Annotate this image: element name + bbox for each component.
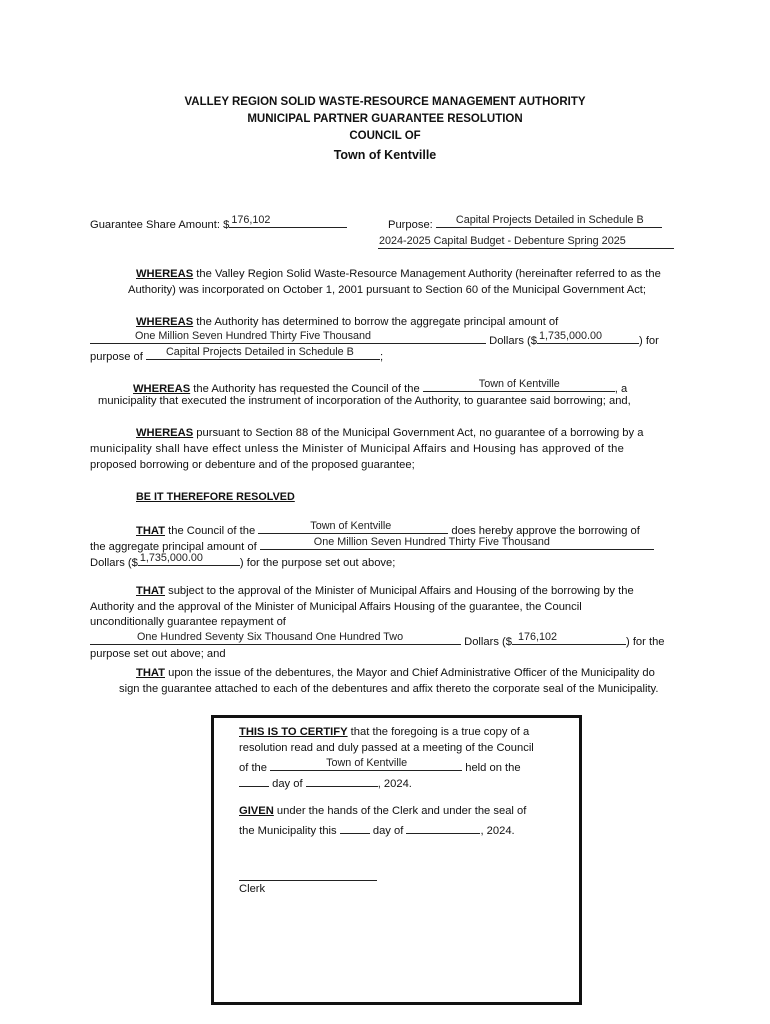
that2-text1: subject to the approval of the Minister of Municipal Affairs and Housing of the borrowing by the	[165, 585, 634, 597]
that1-line2-label: the aggregate principal amount of	[90, 541, 257, 553]
certify-line1	[239, 726, 529, 738]
that3-text1: upon the issue of the debentures, the Mayor and Chief Administrative Officer of the Municipality do	[165, 667, 655, 679]
that1-amount-words: One Million Seven Hundred Thirty Five Thousand	[313, 536, 550, 548]
purpose-line2-field[interactable]	[378, 236, 674, 249]
that1-council-field[interactable]	[258, 521, 448, 534]
certify-keyword: THIS IS TO CERTIFY	[239, 726, 348, 738]
whereas3-text-b: , a	[614, 383, 628, 395]
purpose-line2-value: 2024-2025 Capital Budget - Debenture Spring 2025	[379, 235, 626, 247]
whereas3-council-field[interactable]	[423, 379, 615, 392]
certify-month-field[interactable]	[306, 774, 378, 787]
that1-line3	[90, 553, 395, 569]
that1-council: Town of Kentville	[310, 520, 392, 532]
whereas2-purpose-label: purpose of	[90, 351, 143, 363]
whereas3-line1	[133, 379, 627, 395]
that1-line3-end: ) for the purpose set out above;	[239, 557, 396, 569]
whereas2-line3	[90, 347, 383, 363]
whereas4-line2: municipality shall have effect unless the Minister of Municipal Affairs and Housing has approved of the	[90, 443, 625, 455]
that2-amount-num-field[interactable]	[512, 632, 626, 645]
that2-amount-num: 176,102	[517, 631, 558, 643]
that1-text-a: the Council of the	[165, 525, 256, 537]
certify-council-field[interactable]	[270, 758, 462, 771]
whereas2-keyword: WHEREAS	[136, 316, 194, 328]
whereas4-keyword: WHEREAS	[136, 427, 194, 439]
guarantee-share-value: 176,102	[231, 214, 271, 226]
clerk-label: Clerk	[239, 883, 266, 895]
certify-text1: that the foregoing is a true copy of a	[347, 726, 530, 738]
that1-line1	[136, 521, 640, 537]
header-title-line3: COUNCIL OF	[349, 130, 421, 142]
given-keyword: GIVEN	[239, 805, 274, 817]
that3-line2: sign the guarantee attached to each of the debentures and affix thereto the corporate seal of the Municipality.	[119, 683, 659, 695]
whereas3-line2: municipality that executed the instrument of incorporation of the Authority, to guarantee said borrowing; and,	[98, 395, 631, 407]
whereas2-end: ;	[379, 351, 384, 363]
that3-line1	[136, 667, 655, 679]
that1-line2	[90, 537, 654, 553]
given-line2	[239, 821, 515, 837]
whereas2-for-label: ) for	[638, 335, 659, 347]
whereas4-text1: pursuant to Section 88 of the Municipal Government Act, no guarantee of a borrowing by a	[193, 427, 644, 439]
purpose-line2-row	[378, 236, 674, 252]
that1-text-b: does hereby approve the borrowing of	[451, 525, 640, 537]
whereas2-line2	[90, 331, 659, 347]
given-text2: the Municipality this	[239, 825, 337, 837]
given-day-field[interactable]	[340, 821, 370, 834]
whereas3-text-a: the Authority has requested the Council of the	[190, 383, 420, 395]
that2-line2: Authority and the approval of the Minister of Municipal Affairs Housing of the guarantee, the Council	[90, 601, 582, 613]
clerk-signature-line[interactable]	[239, 868, 377, 884]
certify-year: , 2024.	[377, 778, 412, 790]
that2-dollars-label: Dollars ($	[464, 636, 512, 648]
guarantee-share-field[interactable]	[229, 215, 347, 228]
whereas3-keyword: WHEREAS	[133, 383, 191, 395]
header-title-line2: MUNICIPAL PARTNER GUARANTEE RESOLUTION	[247, 113, 523, 125]
given-text1: under the hands of the Clerk and under the seal of	[273, 805, 527, 817]
whereas2-text1: the Authority has determined to borrow the aggregate principal amount of	[193, 316, 559, 328]
whereas2-purpose-field[interactable]	[146, 347, 380, 360]
given-line1	[239, 805, 526, 817]
whereas4-line3: proposed borrowing or debenture and of the proposed guarantee;	[90, 459, 415, 471]
header-municipality: Town of Kentville	[333, 148, 437, 162]
whereas4-line1	[136, 427, 643, 439]
certify-line2: resolution read and duly passed at a meeting of the Council	[239, 742, 534, 754]
certify-day-of: day of	[272, 778, 303, 790]
whereas2-amount-num-field[interactable]	[537, 331, 639, 344]
that1-keyword: THAT	[136, 525, 165, 537]
whereas1-keyword: WHEREAS	[136, 268, 194, 280]
whereas1-line1	[136, 268, 661, 280]
given-month-field[interactable]	[406, 821, 480, 834]
guarantee-share-label: Guarantee Share Amount: $	[90, 219, 230, 231]
purpose-row	[388, 215, 662, 231]
that2-line1	[136, 585, 634, 597]
whereas2-amount-words-field[interactable]	[90, 331, 486, 344]
certify-of-the: of the	[239, 762, 267, 774]
resolved-heading: BE IT THEREFORE RESOLVED	[136, 491, 295, 503]
that2-line3: unconditionally guarantee repayment of	[90, 616, 286, 628]
that3-keyword: THAT	[136, 667, 165, 679]
that2-for-label: ) for the	[625, 636, 665, 648]
that1-amount-num-field[interactable]	[138, 553, 240, 566]
certify-line4	[239, 774, 412, 790]
that2-keyword: THAT	[136, 585, 165, 597]
that1-amount-words-field[interactable]	[260, 537, 654, 550]
whereas2-amount-words: One Million Seven Hundred Thirty Five Thousand	[135, 330, 372, 342]
that2-line5: purpose set out above; and	[90, 648, 226, 660]
given-day-of: day of	[372, 825, 404, 837]
whereas1-line2: Authority) was incorporated on October 1, 2001 pursuant to Section 60 of the Municipal Government Act;	[128, 284, 647, 296]
certify-day-field[interactable]	[239, 774, 269, 787]
that1-amount-num: 1,735,000.00	[139, 552, 203, 564]
whereas2-amount-num: 1,735,000.00	[538, 330, 603, 342]
certify-council: Town of Kentville	[326, 757, 408, 769]
whereas1-text1: the Valley Region Solid Waste-Resource Management Authority (hereinafter referred to as the	[193, 268, 661, 280]
given-year: , 2024.	[480, 825, 515, 837]
whereas2-dollars-label: Dollars ($	[489, 335, 537, 347]
that2-line4	[90, 632, 665, 648]
purpose-value: Capital Projects Detailed in Schedule B	[455, 214, 644, 226]
whereas2-line1	[136, 316, 558, 328]
that1-dollars-label: Dollars ($	[90, 557, 138, 569]
guarantee-share-row	[90, 215, 347, 231]
certify-line3	[239, 758, 521, 774]
that2-amount-words-field[interactable]	[90, 632, 461, 645]
header-title-line1: VALLEY REGION SOLID WASTE-RESOURCE MANAGEMENT AUTHORITY	[184, 96, 586, 108]
that2-amount-words: One Hundred Seventy Six Thousand One Hundred Two	[137, 631, 404, 643]
purpose-label: Purpose:	[388, 219, 433, 231]
purpose-field[interactable]	[436, 215, 662, 228]
whereas2-purpose-value: Capital Projects Detailed in Schedule B	[165, 346, 354, 358]
whereas3-council: Town of Kentville	[478, 378, 560, 390]
certify-held-on: held on the	[465, 762, 521, 774]
